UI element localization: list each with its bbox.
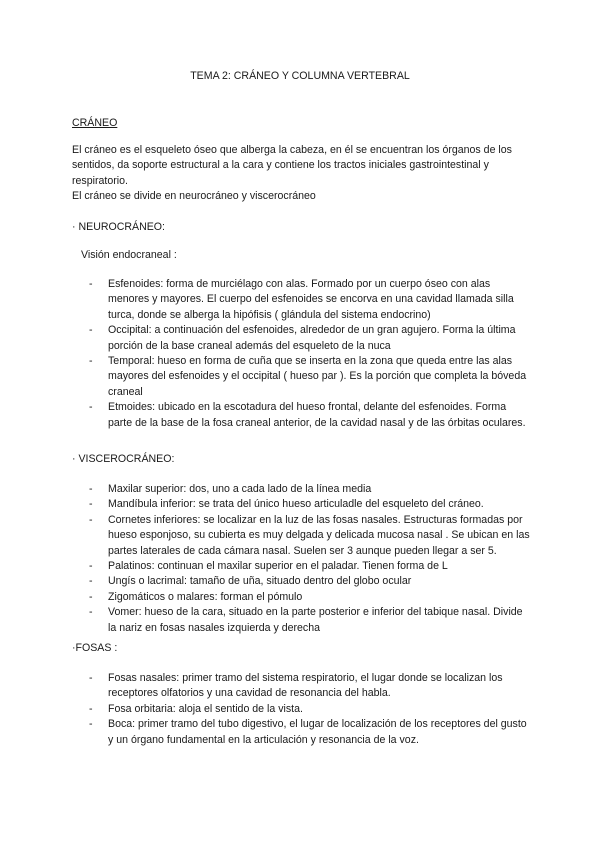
list-item: - Fosas nasales: primer tramo del sistema respiratorio, el lugar donde se localizan los receptores olfatorios y una cavidad de resonancia del habla. xyxy=(72,671,532,702)
list-item: - Cornetes inferiores: se localizar en la luz de las fosas nasales. Estructuras formadas por hueso esponjoso, su cubierta es muy delgada y delicada mucosa nasal . Se ubican en las partes laterales de cada cámara nasal. Suelen ser 3 aunque pueden llegar a ser 5. xyxy=(72,513,532,559)
list-item: - Maxilar superior: dos, uno a cada lado de la línea media xyxy=(72,482,532,497)
list-item: - Ungís o lacrimal: tamaño de uña, situado dentro del globo ocular xyxy=(72,574,532,589)
fosas-list xyxy=(72,671,532,748)
list-item: - Occipital: a continuación del esfenoides, alrededor de un gran agujero. Forma la última porción de la base craneal además del esqueleto de la nuca xyxy=(72,323,532,354)
fosas-heading: ·FOSAS : xyxy=(72,642,118,654)
viscerocraneo-heading: · VISCEROCRÁNEO: xyxy=(72,453,175,465)
neurocraneo-list xyxy=(72,277,532,431)
neurocraneo-subheading: Visión endocraneal : xyxy=(81,249,177,261)
neurocraneo-heading: · NEUROCRÁNEO: xyxy=(72,221,165,233)
craneo-division: El cráneo se divide en neurocráneo y viscerocráneo xyxy=(72,190,316,202)
craneo-intro: El cráneo es el esqueleto óseo que alberga la cabeza, en él se encuentran los órganos de los sentidos, da soporte estructural a la cara y contiene los tractos iniciales gastrointestinal y respiratorio. xyxy=(72,144,512,187)
list-item: - Etmoides: ubicado en la escotadura del hueso frontal, delante del esfenoides. Forma parte de la base de la fosa craneal anterior, de la cavidad nasal y de las órbitas oculares. xyxy=(72,400,532,431)
viscerocraneo-list xyxy=(72,482,532,636)
list-item: - Zigomáticos o malares: forman el pómulo xyxy=(72,590,532,605)
craneo-heading: CRÁNEO xyxy=(72,117,118,129)
list-item: - Temporal: hueso en forma de cuña que se inserta en la zona que queda entre las alas mayores del esfenoides y el occipital ( hueso par ). Es la porción que completa la bóveda craneal xyxy=(72,354,532,400)
list-item: - Esfenoides: forma de murciélago con alas. Formado por un cuerpo óseo con alas menores y mayores. El cuerpo del esfenoides se encorva en una cavidad llamada silla turca, donde se alberga la hipófisis ( glándula del sistema endocrino) xyxy=(72,277,532,323)
list-item: - Mandíbula inferior: se trata del único hueso articuladle del esqueleto del cráneo. xyxy=(72,497,532,512)
document-title: TEMA 2: CRÁNEO Y COLUMNA VERTEBRAL xyxy=(190,70,410,82)
list-item: - Fosa orbitaria: aloja el sentido de la vista. xyxy=(72,702,532,717)
list-item: - Palatinos: continuan el maxilar superior en el paladar. Tienen forma de L xyxy=(72,559,532,574)
list-item: - Boca: primer tramo del tubo digestivo, el lugar de localización de los receptores del gusto y un órgano fundamental en la articulación y resonancia de la voz. xyxy=(72,717,532,748)
list-item: - Vomer: hueso de la cara, situado en la parte posterior e inferior del tabique nasal. Divide la nariz en fosas nasales izquierda y derecha xyxy=(72,605,532,636)
